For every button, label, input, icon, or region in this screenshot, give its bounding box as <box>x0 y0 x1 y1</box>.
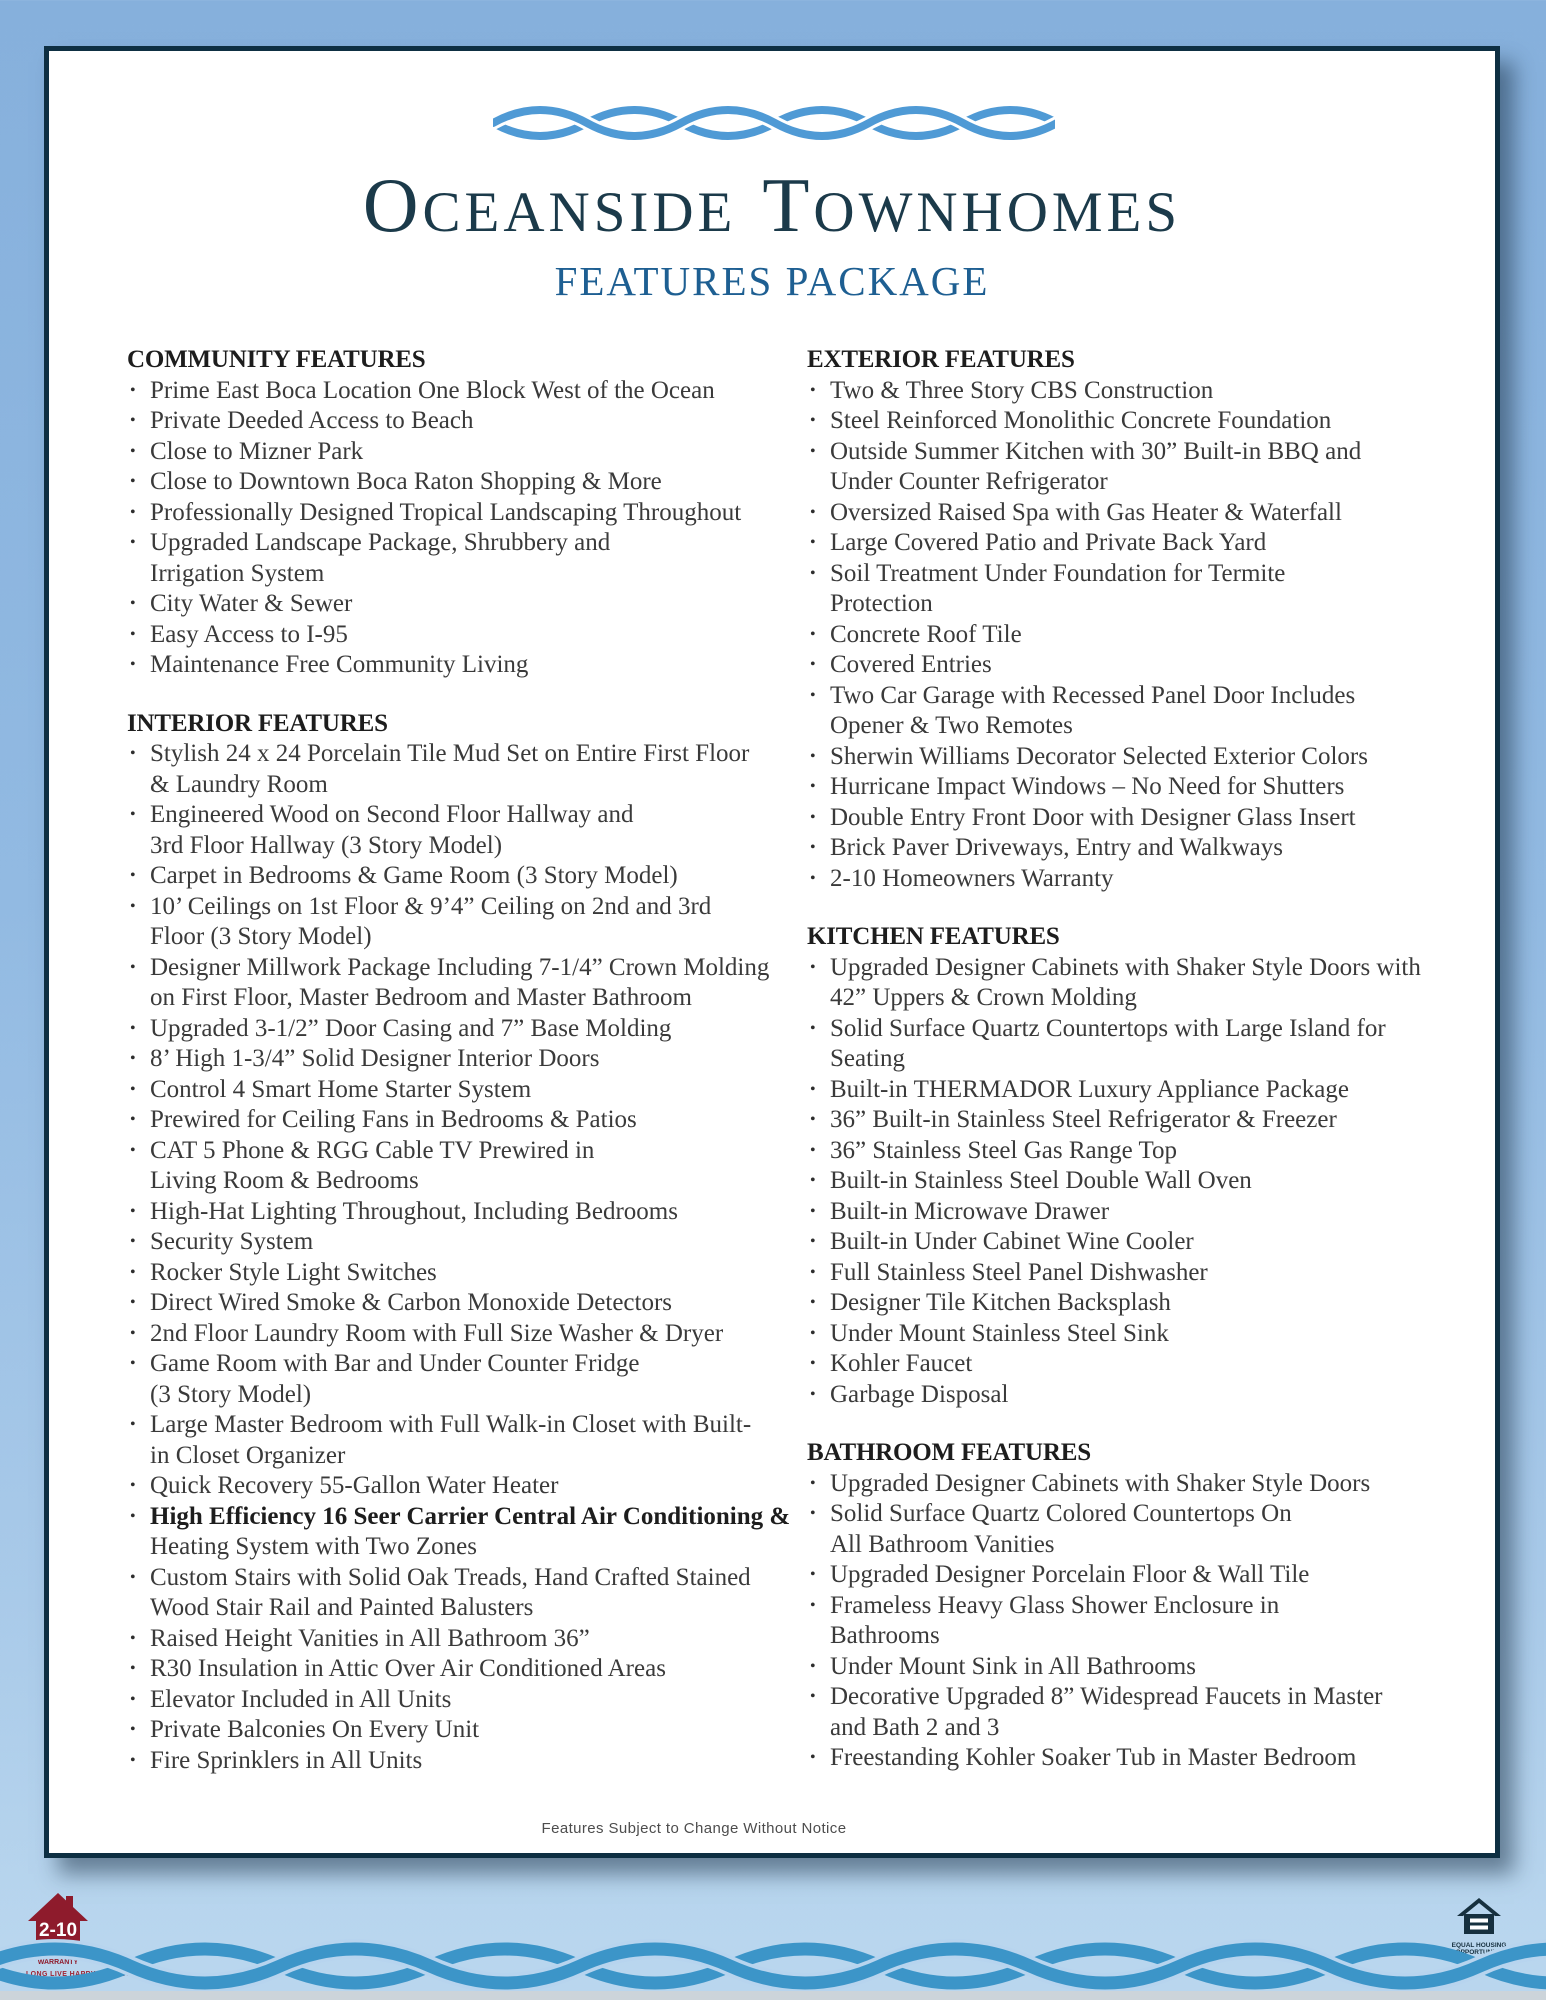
feature-item <box>807 1682 1421 1743</box>
feature-line: Designer Millwork Package Including 7-1/4” Crown Molding <box>150 953 770 981</box>
bullet-icon: • <box>810 839 816 856</box>
feature-item <box>127 1746 790 1777</box>
feature-item <box>807 1349 1421 1380</box>
feature-line: 2nd Floor Laundry Room with Full Size Washer & Dryer <box>150 1319 724 1347</box>
feature-item <box>807 1591 1421 1652</box>
feature-line: Prime East Boca Location One Block West of the Ocean <box>150 376 715 404</box>
feature-line: Bathrooms <box>830 1622 940 1649</box>
bullet-icon: • <box>810 1596 816 1614</box>
bullet-icon: • <box>130 1050 136 1067</box>
bullet-icon: • <box>810 442 816 460</box>
bottom-wave-border <box>0 1934 1546 1998</box>
feature-item <box>127 1502 790 1563</box>
section-heading: COMMUNITY FEATURES <box>127 346 426 373</box>
feature-line: Security System <box>150 1228 314 1255</box>
feature-line: Custom Stairs with Solid Oak Treads, Hand Crafted Stained <box>150 1563 751 1591</box>
feature-item <box>807 1743 1421 1774</box>
bullet-icon: • <box>130 1202 136 1220</box>
bullet-icon: • <box>810 1080 816 1098</box>
feature-line: Outside Summer Kitchen with 30” Built-in BBQ and <box>830 437 1362 465</box>
feature-item <box>127 650 790 681</box>
feature-item <box>127 1715 790 1746</box>
feature-item <box>127 1044 790 1075</box>
bullet-icon: • <box>130 1629 136 1647</box>
features-column-right <box>807 345 1421 1774</box>
bullet-icon: • <box>130 1477 136 1494</box>
feature-item <box>807 1014 1421 1075</box>
feature-item <box>807 559 1421 620</box>
feature-line: 36” Stainless Steel Gas Range Top <box>830 1136 1178 1164</box>
feature-item <box>807 1105 1421 1136</box>
bullet-icon: • <box>810 747 816 765</box>
footer-note: Features Subject to Change Without Notice <box>541 1820 847 1837</box>
feature-item <box>807 437 1421 498</box>
bullet-icon: • <box>130 656 136 673</box>
feature-line: Seating <box>830 1045 905 1072</box>
feature-item <box>127 1136 790 1197</box>
feature-line: CAT 5 Phone & RGG Cable TV Prewired in <box>150 1136 595 1164</box>
feature-item <box>807 1560 1421 1591</box>
bullet-icon: • <box>810 1657 816 1675</box>
equal-housing-house-icon <box>1457 1898 1501 1936</box>
bullet-icon: • <box>810 1474 816 1492</box>
feature-item <box>127 620 790 651</box>
feature-line: Fire Sprinklers in All Units <box>150 1746 423 1774</box>
bullet-icon: • <box>810 869 816 887</box>
feature-line: Soil Treatment Under Foundation for Termite <box>830 559 1286 587</box>
bullet-icon: • <box>130 1111 136 1128</box>
feature-line: Steel Reinforced Monolithic Concrete Foundation <box>830 407 1332 434</box>
bullet-icon: • <box>130 595 136 612</box>
section-heading: EXTERIOR FEATURES <box>807 346 1075 373</box>
feature-item <box>127 498 790 529</box>
warranty-tagline: LONG LIVE HAPPY HOMES® <box>26 1971 132 1978</box>
wave-logo-icon <box>493 97 1055 149</box>
bullet-icon: • <box>130 473 136 490</box>
feature-line: Wood Stair Rail and Painted Balusters <box>150 1594 534 1621</box>
bullet-icon: • <box>130 1355 136 1372</box>
bullet-icon: • <box>130 958 136 976</box>
feature-item <box>127 1319 790 1350</box>
feature-item <box>127 1624 790 1655</box>
feature-item <box>127 1685 790 1716</box>
svg-text:2-10: 2-10 <box>38 1920 78 1941</box>
feature-line: Garbage Disposal <box>830 1380 1009 1408</box>
feature-line: Designer Tile Kitchen Backsplash <box>830 1289 1171 1316</box>
bullet-icon: • <box>810 534 816 551</box>
bullet-icon: • <box>810 381 816 399</box>
bullet-icon: • <box>810 1233 816 1250</box>
bullet-icon: • <box>810 778 816 795</box>
bullet-icon: • <box>130 1660 136 1677</box>
feature-line: in Closet Organizer <box>150 1441 346 1469</box>
bullet-icon: • <box>810 808 816 826</box>
feature-line: Quick Recovery 55-Gallon Water Heater <box>150 1472 559 1499</box>
feature-item <box>127 1075 790 1106</box>
feature-line: Private Deeded Access to Beach <box>150 407 474 434</box>
feature-item <box>807 1319 1421 1350</box>
feature-item <box>807 681 1421 742</box>
feature-item <box>807 742 1421 773</box>
feature-line: Hurricane Impact Windows – No Need for Shutters <box>830 773 1345 800</box>
feature-section <box>127 345 790 681</box>
equal-housing-label: EQUAL HOUSING OPPORTUNITY <box>1451 1942 1507 1956</box>
feature-line: 10’ Ceilings on 1st Floor & 9’4” Ceiling on 2nd and 3rd <box>150 892 712 920</box>
feature-line: Game Room with Bar and Under Counter Fridge <box>150 1350 640 1377</box>
bullet-icon: • <box>130 1233 136 1250</box>
feature-item <box>807 833 1421 864</box>
bullet-icon: • <box>810 686 816 704</box>
feature-item <box>127 1197 790 1228</box>
feature-item <box>127 953 790 1014</box>
feature-item <box>807 803 1421 834</box>
bullet-icon: • <box>130 1324 136 1342</box>
feature-line: Solid Surface Quartz Countertops with Large Island for <box>830 1014 1386 1042</box>
feature-line: Full Stainless Steel Panel Dishwasher <box>830 1258 1208 1286</box>
feature-item <box>807 1227 1421 1258</box>
feature-line: Brick Paver Driveways, Entry and Walkways <box>830 834 1283 861</box>
section-heading: KITCHEN FEATURES <box>807 923 1060 950</box>
warranty-name: HOME BUYERS WARRANTY <box>31 1952 85 1966</box>
bullet-icon: • <box>810 1172 816 1189</box>
feature-item <box>807 498 1421 529</box>
feature-line: Under Mount Stainless Steel Sink <box>830 1319 1169 1347</box>
feature-item <box>127 437 790 468</box>
feature-item <box>807 1380 1421 1411</box>
feature-line: Frameless Heavy Glass Shower Enclosure in <box>830 1591 1280 1619</box>
bullet-icon: • <box>810 1355 816 1372</box>
feature-item <box>127 1349 790 1410</box>
page-title: OCEANSIDE TOWNHOMES <box>362 162 1182 248</box>
bullet-icon: • <box>130 1416 136 1433</box>
feature-item <box>807 772 1421 803</box>
feature-item <box>807 1136 1421 1167</box>
feature-line: and Bath 2 and 3 <box>830 1713 1000 1741</box>
bullet-icon: • <box>810 412 816 429</box>
feature-line: Concrete Roof Tile <box>830 620 1022 648</box>
feature-line: Covered Entries <box>830 651 992 678</box>
feature-line: Upgraded Landscape Package, Shrubbery and <box>150 529 611 556</box>
feature-line: Built-in Under Cabinet Wine Cooler <box>830 1228 1194 1255</box>
feature-line: Sherwin Williams Decorator Selected Exterior Colors <box>830 742 1368 770</box>
feature-line: 36” Built-in Stainless Steel Refrigerator & Freezer <box>830 1106 1337 1133</box>
feature-item <box>127 467 790 498</box>
bullet-icon: • <box>130 1690 136 1708</box>
bullet-icon: • <box>130 1721 136 1738</box>
feature-item <box>127 1471 790 1502</box>
feature-line: (3 Story Model) <box>150 1380 312 1408</box>
feature-line: R30 Insulation in Attic Over Air Conditioned Areas <box>150 1655 666 1682</box>
page-subtitle: FEATURES PACKAGE <box>554 258 990 304</box>
feature-item <box>127 589 790 620</box>
feature-item <box>127 861 790 892</box>
feature-item <box>127 528 790 589</box>
feature-line: All Bathroom Vanities <box>830 1530 1055 1558</box>
bullet-icon: • <box>130 897 136 915</box>
feature-line: City Water & Sewer <box>150 590 353 617</box>
feature-item <box>807 376 1421 407</box>
bottom-edge-strip <box>0 1991 1546 2000</box>
bullet-icon: • <box>130 625 136 643</box>
feature-line: Two & Three Story CBS Construction <box>830 376 1214 404</box>
bullet-icon: • <box>130 503 136 521</box>
feature-line: Large Covered Patio and Private Back Yard <box>830 529 1267 556</box>
feature-line: 42” Uppers & Crown Molding <box>830 984 1137 1011</box>
feature-item <box>127 376 790 407</box>
feature-item <box>807 953 1421 1014</box>
bullet-icon: • <box>130 1751 136 1769</box>
feature-item <box>127 1227 790 1258</box>
bullet-icon: • <box>810 564 816 582</box>
bullet-icon: • <box>130 442 136 460</box>
feature-item <box>127 892 790 953</box>
feature-item <box>807 1469 1421 1500</box>
bullet-icon: • <box>810 1688 816 1705</box>
feature-line: Built-in THERMADOR Luxury Appliance Package <box>830 1075 1349 1103</box>
bullet-icon: • <box>810 1294 816 1311</box>
bullet-icon: • <box>130 381 136 399</box>
bullet-icon: • <box>130 1294 136 1311</box>
feature-line: High Efficiency 16 Seer Carrier Central Air Conditioning & <box>150 1502 791 1530</box>
feature-line: Built-in Stainless Steel Double Wall Oven <box>830 1167 1252 1194</box>
feature-line: Close to Downtown Boca Raton Shopping & More <box>150 468 662 495</box>
feature-line: 3rd Floor Hallway (3 Story Model) <box>150 831 503 859</box>
bullet-icon: • <box>130 1507 136 1525</box>
feature-line: Elevator Included in All Units <box>150 1685 452 1713</box>
bullet-icon: • <box>810 1263 816 1281</box>
bullet-icon: • <box>130 1568 136 1586</box>
feature-line: Floor (3 Story Model) <box>150 923 372 950</box>
bullet-icon: • <box>810 1566 816 1583</box>
bullet-icon: • <box>130 1080 136 1098</box>
bullet-icon: • <box>810 1324 816 1342</box>
feature-item <box>127 1258 790 1289</box>
feature-line: Close to Mizner Park <box>150 437 364 465</box>
feature-item <box>127 1014 790 1045</box>
feature-line: Upgraded Designer Cabinets with Shaker Style Doors with <box>830 953 1421 981</box>
bullet-icon: • <box>810 625 816 643</box>
feature-line: Upgraded Designer Porcelain Floor & Wall Tile <box>830 1561 1310 1588</box>
feature-line: Raised Height Vanities in All Bathroom 36” <box>150 1624 590 1652</box>
feature-item <box>807 650 1421 681</box>
feature-line: Decorative Upgraded 8” Widespread Faucets in Master <box>830 1683 1383 1710</box>
feature-line: Heating System with Two Zones <box>150 1533 477 1560</box>
feature-line: Kohler Faucet <box>830 1350 973 1377</box>
bullet-icon: • <box>130 1263 136 1281</box>
feature-item <box>127 800 790 861</box>
document-page <box>44 46 1500 1858</box>
bullet-icon: • <box>810 656 816 673</box>
feature-item <box>127 1105 790 1136</box>
feature-line: High-Hat Lighting Throughout, Including Bedrooms <box>150 1197 678 1225</box>
feature-item <box>807 1499 1421 1560</box>
feature-item <box>807 1652 1421 1683</box>
bullet-icon: • <box>810 1019 816 1037</box>
feature-line: Under Mount Sink in All Bathrooms <box>830 1652 1196 1680</box>
bullet-icon: • <box>130 534 136 551</box>
bullet-icon: • <box>810 958 816 976</box>
feature-item <box>807 1258 1421 1289</box>
feature-item <box>807 864 1421 895</box>
feature-line: Freestanding Kohler Soaker Tub in Master Bedroom <box>830 1744 1357 1771</box>
bullet-icon: • <box>130 412 136 429</box>
feature-item <box>807 1075 1421 1106</box>
feature-line: Built-in Microwave Drawer <box>830 1197 1110 1225</box>
feature-line: Carpet in Bedrooms & Game Room (3 Story Model) <box>150 862 678 889</box>
feature-item <box>807 406 1421 437</box>
feature-line: Irrigation System <box>150 559 325 587</box>
feature-section <box>127 709 790 1777</box>
feature-line: Maintenance Free Community Living <box>150 651 529 678</box>
feature-line: Private Balconies On Every Unit <box>150 1716 480 1743</box>
feature-line: Double Entry Front Door with Designer Glass Insert <box>830 803 1356 831</box>
feature-line: Professionally Designed Tropical Landscaping Throughout <box>150 498 742 526</box>
feature-line: Upgraded 3-1/2” Door Casing and 7” Base Molding <box>150 1014 672 1042</box>
feature-line: 8’ High 1-3/4” Solid Designer Interior Doors <box>150 1045 600 1072</box>
bullet-icon: • <box>130 1019 136 1037</box>
feature-line: Protection <box>830 590 933 617</box>
bullet-icon: • <box>810 1202 816 1220</box>
feature-item <box>807 1197 1421 1228</box>
section-heading: BATHROOM FEATURES <box>807 1439 1091 1466</box>
feature-section <box>807 922 1421 1410</box>
bullet-icon: • <box>130 867 136 884</box>
feature-line: Two Car Garage with Recessed Panel Door Includes <box>830 681 1356 709</box>
feature-item <box>807 1166 1421 1197</box>
feature-item <box>127 1288 790 1319</box>
feature-item <box>807 620 1421 651</box>
feature-section <box>807 1438 1421 1774</box>
feature-item <box>127 406 790 437</box>
bullet-icon: • <box>130 1141 136 1159</box>
bullet-icon: • <box>810 1111 816 1128</box>
feature-line: Upgraded Designer Cabinets with Shaker Style Doors <box>830 1469 1371 1497</box>
feature-line: Rocker Style Light Switches <box>150 1258 437 1286</box>
bullet-icon: • <box>810 1505 816 1522</box>
bullet-icon: • <box>810 503 816 521</box>
feature-item <box>807 1288 1421 1319</box>
bullet-icon: • <box>810 1749 816 1766</box>
bullet-icon: • <box>810 1141 816 1159</box>
feature-item <box>127 1654 790 1685</box>
feature-item <box>127 1410 790 1471</box>
bullet-icon: • <box>130 745 136 762</box>
feature-line: Solid Surface Quartz Colored Countertops On <box>830 1500 1292 1527</box>
feature-line: on First Floor, Master Bedroom and Master Bathroom <box>150 984 692 1011</box>
feature-item <box>807 528 1421 559</box>
feature-line: Large Master Bedroom with Full Walk-in Closet with Built- <box>150 1411 752 1438</box>
feature-item <box>127 739 790 800</box>
feature-line: Living Room & Bedrooms <box>150 1167 419 1194</box>
bullet-icon: • <box>810 1385 816 1403</box>
feature-line: Prewired for Ceiling Fans in Bedrooms & Patios <box>150 1106 637 1133</box>
feature-section <box>807 345 1421 894</box>
feature-line: Easy Access to I-95 <box>150 620 348 648</box>
section-heading: INTERIOR FEATURES <box>127 709 388 737</box>
feature-line: Stylish 24 x 24 Porcelain Tile Mud Set on Entire First Floor <box>150 740 750 767</box>
feature-line: Direct Wired Smoke & Carbon Monoxide Detectors <box>150 1289 673 1316</box>
feature-line: Opener & Two Remotes <box>830 712 1073 739</box>
bullet-icon: • <box>130 806 136 823</box>
feature-line: & Laundry Room <box>150 770 328 798</box>
feature-line: Oversized Raised Spa with Gas Heater & Waterfall <box>830 498 1342 526</box>
feature-line: Under Counter Refrigerator <box>830 468 1108 495</box>
feature-item <box>127 1563 790 1624</box>
feature-line: Control 4 Smart Home Starter System <box>150 1075 532 1103</box>
features-column-left <box>127 345 790 1776</box>
feature-line: 2-10 Homeowners Warranty <box>830 864 1114 892</box>
feature-line: Engineered Wood on Second Floor Hallway and <box>150 801 634 828</box>
